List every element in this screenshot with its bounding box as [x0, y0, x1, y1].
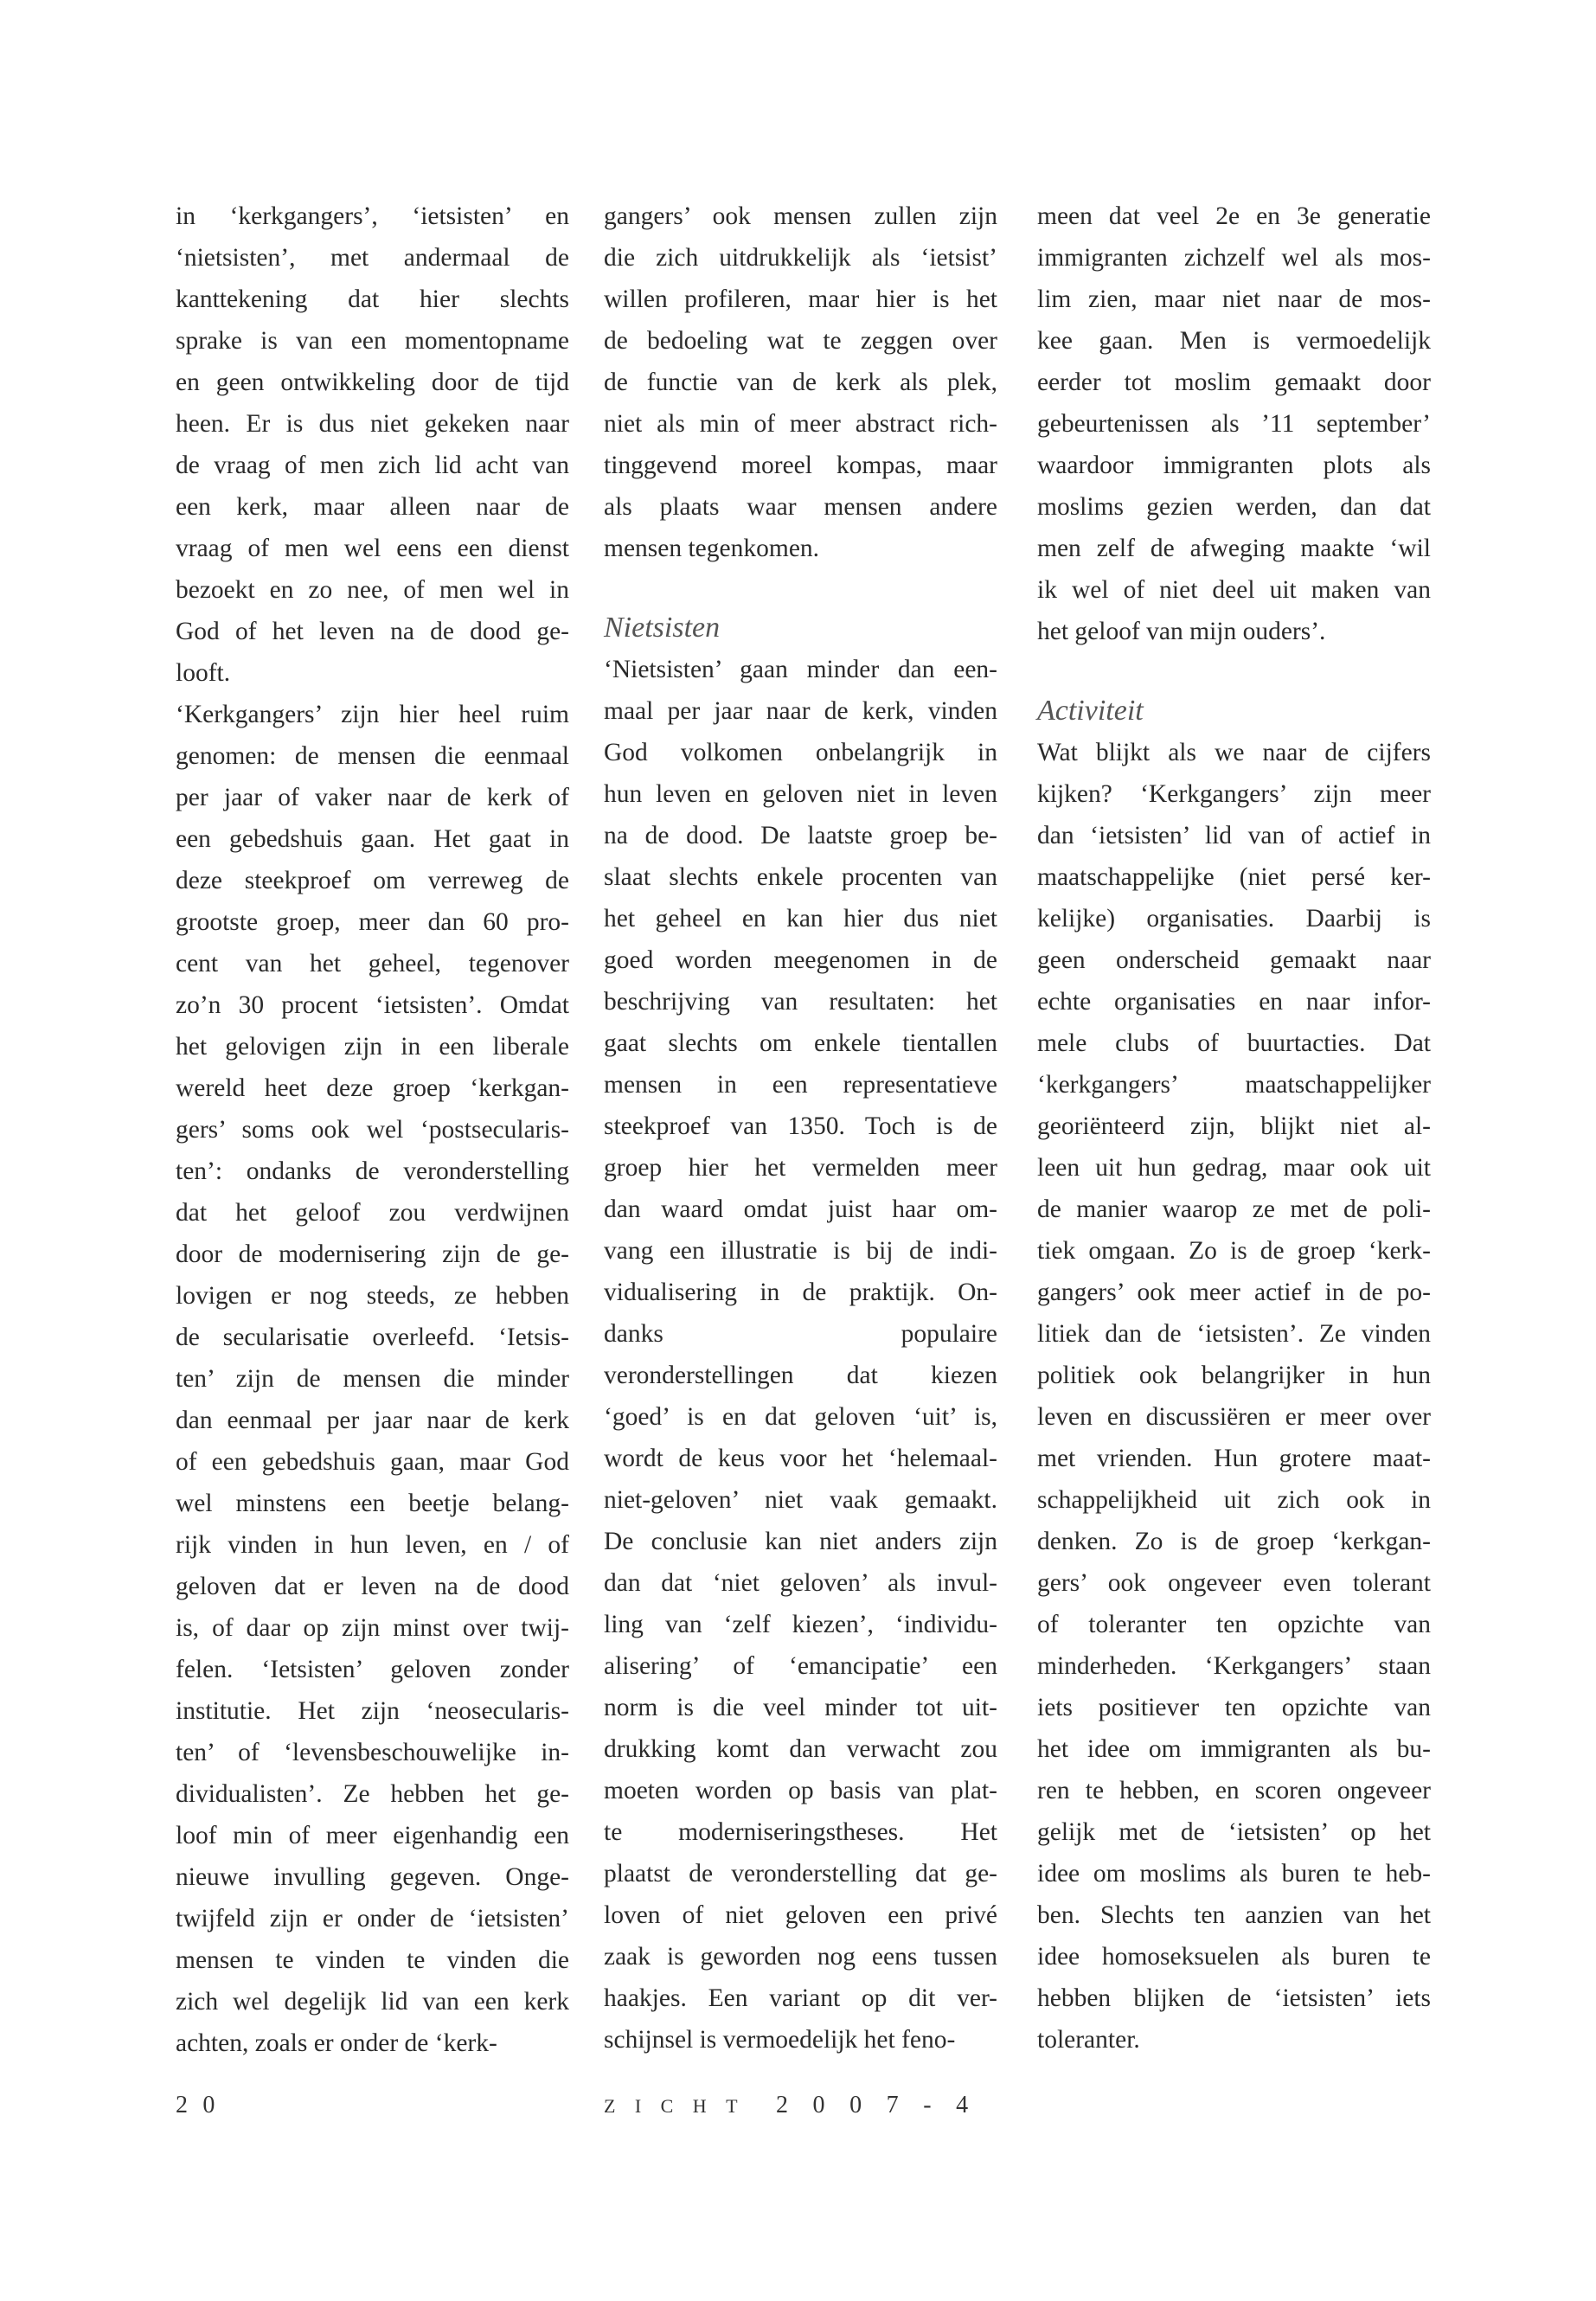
text-line: heen. Er is dus niet gekeken naar	[176, 410, 569, 438]
text-line: cent van het geheel, tegenover	[176, 950, 569, 977]
text-line: het idee om immigranten als bu-	[1037, 1735, 1431, 1763]
page-number: 20	[176, 2092, 230, 2118]
text-line: met vrienden. Hun grotere maat-	[1037, 1445, 1431, 1472]
text-line: gers’ ook ongeveer even tolerant	[1037, 1569, 1431, 1597]
text-line: rijk vinden in hun leven, en / of	[176, 1531, 569, 1559]
text-line: de secularisatie overleefd. ‘Ietsis-	[176, 1324, 569, 1351]
text-line: een gebedshuis gaan. Het gaat in	[176, 825, 569, 853]
text-line: ten’ of ‘levensbeschouwelijke in-	[176, 1739, 569, 1766]
text-line: alisering’ of ‘emancipatie’ een	[604, 1652, 997, 1680]
text-line: de functie van de kerk als plek,	[604, 369, 997, 396]
text-line: veronderstellingen dat kiezen	[604, 1362, 997, 1389]
text-line: beschrijving van resultaten: het	[604, 988, 997, 1016]
text-line: loven of niet geloven een privé	[604, 1901, 997, 1929]
article-column-2	[604, 195, 997, 2061]
text-line: tiek omgaan. Zo is de groep ‘kerk-	[1037, 1237, 1431, 1265]
text-line: God of het leven na de dood ge-	[176, 618, 569, 645]
text-line: wordt de keus voor het ‘helemaal-	[604, 1445, 997, 1472]
column-3-paragraph-continued	[1037, 195, 1431, 652]
text-line: ‘Nietsisten’ gaan minder dan een-	[604, 656, 997, 683]
text-line: tinggevend moreel kompas, maar	[604, 452, 997, 479]
text-line: ten’ zijn de mensen die minder	[176, 1365, 569, 1393]
article-column-1	[176, 195, 569, 2064]
text-line: lim zien, maar niet naar de mos-	[1037, 285, 1431, 313]
running-footer	[604, 2092, 993, 2119]
text-line: Wat blijkt als we naar de cijfers	[1037, 739, 1431, 766]
text-line: mensen te vinden te vinden die	[176, 1946, 569, 1974]
text-line: mensen in een representatieve	[604, 1071, 997, 1099]
text-line: dan ‘ietsisten’ lid van of actief in	[1037, 822, 1431, 849]
text-line: immigranten zichzelf wel als mos-	[1037, 244, 1431, 272]
text-line: dat het geloof zou verdwijnen	[176, 1199, 569, 1227]
text-line: niet als min of meer abstract rich-	[604, 410, 997, 438]
text-line: idee homoseksuelen als buren te	[1037, 1943, 1431, 1971]
text-line: haakjes. Een variant op dit ver-	[604, 1984, 997, 2012]
text-line: maatschappelijke (niet persé ker-	[1037, 863, 1431, 891]
text-line: zaak is geworden nog eens tussen	[604, 1943, 997, 1971]
column-2-paragraph-continued	[604, 195, 997, 569]
text-line: steekproef van 1350. Toch is de	[604, 1112, 997, 1140]
journal-issue: 2007-4	[775, 2092, 993, 2118]
journal-name: ZICHT	[604, 2095, 757, 2117]
text-line: schappelijkheid uit zich ook in	[1037, 1486, 1431, 1514]
text-line: het geheel en kan hier dus niet	[604, 905, 997, 933]
section-body-nietsisten	[604, 649, 997, 2061]
text-line: door de modernisering zijn de ge-	[176, 1240, 569, 1268]
text-line: kanttekening dat hier slechts	[176, 285, 569, 313]
text-line: kijken? ‘Kerkgangers’ zijn meer	[1037, 780, 1431, 808]
text-line: ‘nietsisten’, met andermaal de	[176, 244, 569, 272]
text-line: vang een illustratie is bij de indi-	[604, 1237, 997, 1265]
text-line: het gelovigen zijn in een liberale	[176, 1033, 569, 1061]
text-line: dan eenmaal per jaar naar de kerk	[176, 1407, 569, 1434]
text-line: genomen: de mensen die eenmaal	[176, 742, 569, 770]
text-line: loof min of meer eigenhandig een	[176, 1822, 569, 1849]
text-line: men zelf de afweging maakte ‘wil	[1037, 535, 1431, 562]
text-line: litiek dan de ‘ietsisten’. Ze vinden	[1037, 1320, 1431, 1348]
text-line: gebeurtenissen als ’11 september’	[1037, 410, 1431, 438]
text-line: vraag of men wel eens een dienst	[176, 535, 569, 562]
text-line: achten, zoals er onder de ‘kerk-	[176, 2029, 497, 2057]
text-line: dan dat ‘niet geloven’ als invul-	[604, 1569, 997, 1597]
text-line: minderheden. ‘Kerkgangers’ staan	[1037, 1652, 1431, 1680]
text-line: in ‘kerkgangers’, ‘ietsisten’ en	[176, 202, 569, 230]
text-line: kelijke) organisaties. Daarbij is	[1037, 905, 1431, 933]
text-line: De conclusie kan niet anders zijn	[604, 1528, 997, 1555]
text-line: dividualisten’. Ze hebben het ge-	[176, 1780, 569, 1808]
text-line: dan waard omdat juist haar om-	[604, 1195, 997, 1223]
text-line: mensen tegenkomen.	[604, 535, 820, 562]
text-line: ling van ‘zelf kiezen’, ‘individu-	[604, 1611, 997, 1638]
text-line: ten’: ondanks de veronderstelling	[176, 1157, 569, 1185]
text-line: wel minstens een beetje belang-	[176, 1490, 569, 1517]
text-line: nieuwe invulling gegeven. Onge-	[176, 1863, 569, 1891]
text-line: of toleranter ten opzichte van	[1037, 1611, 1431, 1638]
text-line: lovigen er nog steeds, ze hebben	[176, 1282, 569, 1310]
section-heading-activiteit: Activiteit	[1037, 695, 1144, 727]
text-line: drukking komt dan verwacht zou	[604, 1735, 997, 1763]
text-line: twijfeld zijn er onder de ‘ietsisten’	[176, 1905, 569, 1932]
text-line: hebben blijken de ‘ietsisten’ iets	[1037, 1984, 1431, 2012]
text-line: of een gebedshuis gaan, maar God	[176, 1448, 569, 1476]
text-line: en geen ontwikkeling door de tijd	[176, 369, 569, 396]
text-line: moeten worden op basis van plat-	[604, 1777, 997, 1804]
section-spacer	[604, 569, 997, 607]
text-line: denken. Zo is de groep ‘kerkgan-	[1037, 1528, 1431, 1555]
text-line: gaat slechts om enkele tientallen	[604, 1029, 997, 1057]
text-line: vidualisering in de praktijk. On-	[604, 1279, 997, 1306]
text-line: toleranter.	[1037, 2026, 1140, 2054]
text-line: als plaats waar mensen andere	[604, 493, 997, 521]
text-line: een kerk, maar alleen naar de	[176, 493, 569, 521]
text-line: idee om moslims als buren te heb-	[1037, 1860, 1431, 1888]
text-line: het geloof van mijn ouders’.	[1037, 618, 1326, 645]
text-line: willen profileren, maar hier is het	[604, 285, 997, 313]
section-heading-nietsisten: Nietsisten	[604, 612, 721, 644]
text-line: wereld heet deze groep ‘kerkgan-	[176, 1074, 569, 1102]
text-line: plaatst de veronderstelling dat ge-	[604, 1860, 997, 1888]
text-line: gangers’ ook meer actief in de po-	[1037, 1279, 1431, 1306]
text-line: gelijk met de ‘ietsisten’ op het	[1037, 1818, 1431, 1846]
text-line: de manier waarop ze met de poli-	[1037, 1195, 1431, 1223]
text-line: institutie. Het zijn ‘neosecularis-	[176, 1697, 569, 1725]
text-line: georiënteerd zijn, blijkt niet al-	[1037, 1112, 1431, 1140]
text-line: hun leven en geloven niet in leven	[604, 780, 997, 808]
text-line: looft.	[176, 659, 231, 687]
text-line: na de dood. De laatste groep be-	[604, 822, 997, 849]
section-body-activiteit	[1037, 732, 1431, 2061]
text-line: iets positiever ten opzichte van	[1037, 1694, 1431, 1721]
text-line: moslims gezien werden, dan dat	[1037, 493, 1431, 521]
text-line: meen dat veel 2e en 3e generatie	[1037, 202, 1431, 230]
text-line: geen onderscheid gemaakt naar	[1037, 946, 1431, 974]
text-line: is, of daar op zijn minst over twij-	[176, 1614, 569, 1642]
text-line: mele clubs of buurtacties. Dat	[1037, 1029, 1431, 1057]
text-line: politiek ook belangrijker in hun	[1037, 1362, 1431, 1389]
text-line: ren te hebben, en scoren ongeveer	[1037, 1777, 1431, 1804]
text-line: danks populaire	[604, 1320, 997, 1348]
text-line: ik wel of niet deel uit maken van	[1037, 576, 1431, 604]
text-line: ‘Kerkgangers’ zijn hier heel ruim	[176, 701, 569, 728]
section-spacer	[1037, 652, 1431, 690]
text-line: groep hier het vermelden meer	[604, 1154, 997, 1182]
text-line: ben. Slechts ten aanzien van het	[1037, 1901, 1431, 1929]
text-line: slaat slechts enkele procenten van	[604, 863, 997, 891]
text-line: kee gaan. Men is vermoedelijk	[1037, 327, 1431, 355]
article-column-3	[1037, 195, 1431, 2061]
text-line: goed worden meegenomen in de	[604, 946, 997, 974]
text-line: eerder tot moslim gemaakt door	[1037, 369, 1431, 396]
text-line: per jaar of vaker naar de kerk of	[176, 784, 569, 811]
text-line: waardoor immigranten plots als	[1037, 452, 1431, 479]
text-line: gers’ soms ook wel ‘postsecularis-	[176, 1116, 569, 1144]
text-line: de vraag of men zich lid acht van	[176, 452, 569, 479]
text-line: bezoekt en zo nee, of men wel in	[176, 576, 569, 604]
text-line: geloven dat er leven na de dood	[176, 1573, 569, 1600]
text-line: leven en discussiëren er meer over	[1037, 1403, 1431, 1431]
text-line: die zich uitdrukkelijk als ‘ietsist’	[604, 244, 997, 272]
text-line: ‘goed’ is en dat geloven ‘uit’ is,	[604, 1403, 997, 1431]
text-line: maal per jaar naar de kerk, vinden	[604, 697, 997, 725]
text-line: God volkomen onbelangrijk in	[604, 739, 997, 766]
text-line: norm is die veel minder tot uit-	[604, 1694, 997, 1721]
text-line: grootste groep, meer dan 60 pro-	[176, 908, 569, 936]
text-line: felen. ‘Ietsisten’ geloven zonder	[176, 1656, 569, 1683]
text-line: ‘kerkgangers’ maatschappelijker	[1037, 1071, 1431, 1099]
text-line: de bedoeling wat te zeggen over	[604, 327, 997, 355]
text-line: echte organisaties en naar infor-	[1037, 988, 1431, 1016]
text-line: deze steekproef om verreweg de	[176, 867, 569, 894]
text-line: te moderniseringstheses. Het	[604, 1818, 997, 1846]
text-line: schijnsel is vermoedelijk het feno-	[604, 2026, 956, 2054]
text-line: zo’n 30 procent ‘ietsisten’. Omdat	[176, 991, 569, 1019]
text-line: zich wel degelijk lid van een kerk	[176, 1988, 569, 2016]
text-line: niet-geloven’ niet vaak gemaakt.	[604, 1486, 997, 1514]
text-line: gangers’ ook mensen zullen zijn	[604, 202, 997, 230]
text-line: sprake is van een momentopname	[176, 327, 569, 355]
text-line: leen uit hun gedrag, maar ook uit	[1037, 1154, 1431, 1182]
